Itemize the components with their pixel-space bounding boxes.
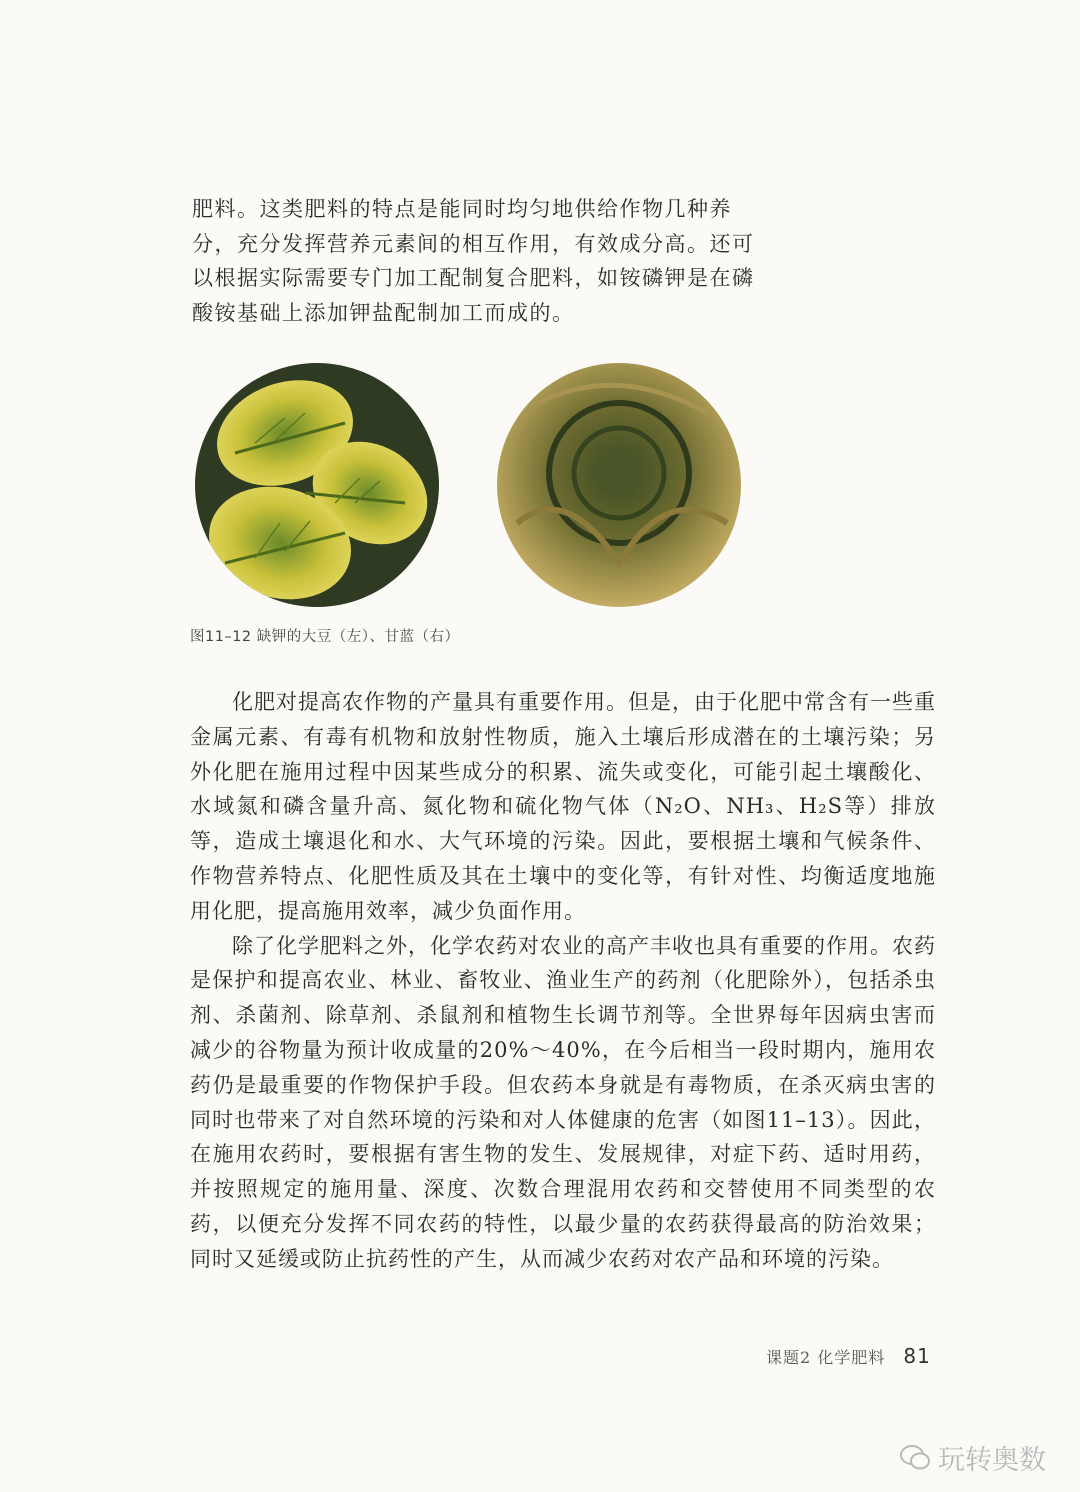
figure-caption: 图11–12 缺钾的大豆（左）、甘蓝（右） — [190, 629, 460, 645]
cabbage-illustration — [497, 363, 741, 607]
paragraph-pesticide: 除了化学肥料之外，化学农药对农业的高产丰收也具有重要的作用。农药是保护和提高农业、林业、畜牧业、渔业生产的药剂（化肥除外），包括杀虫剂、杀菌剂、除草剂、杀鼠剂和植物生长调节剂等。全世界每年因病虫害而减少的谷物量为预计收成量的20%～40%，在今后相当一段时期内，施用农药仍是最重要的作物保护手段。但农药本身就是有毒物质，在杀灭病虫害的同时也带来了对自然环境的污染和对人体健康的危害（如图11–13）。因此，在施用农药时，要根据有害生物的发生、发展规律，对症下药、适时用药，并按照规定的施用量、深度、次数合理混用农药和交替使用不同类型的农药，以便充分发挥不同农药的特性，以最少量的农药获得最高的防治效果；同时又延缓或防止抗药性的产生，从而减少农药对农产品和环境的污染。 — [190, 933, 936, 1271]
intro-paragraph: 肥料。这类肥料的特点是能同时均匀地供给作物几种养分，充分发挥营养元素间的相互作用，有效成分高。还可以根据实际需要专门加工配制复合肥料，如铵磷钾是在磷酸铵基础上添加钾盐配制加工而成的。 — [192, 197, 755, 325]
paragraph-fertilizer: 化肥对提高农作物的产量具有重要作用。但是，由于化肥中常含有一些重金属元素、有毒有机物和放射性物质，施入土壤后形成潜在的土壤污染；另外化肥在施用过程中因某些成分的积累、流失或变化，可能引起土壤酸化、水域氮和磷含量升高、氮化物和硫化物气体（N₂O、NH₃、H₂S等）排放等，造成土壤退化和水、大气环境的污染。因此，要根据土壤和气候条件、作物营养特点、化肥性质及其在土壤中的变化等，有针对性、均衡适度地施用化肥，提高施用效率，减少负面作用。 — [190, 690, 936, 923]
page-number: 81 — [903, 1344, 931, 1368]
cabbage-photo — [497, 363, 741, 607]
watermark — [900, 1438, 1046, 1477]
wechat-icon — [900, 1444, 930, 1472]
footer-chapter: 课题2 化学肥料 — [766, 1348, 886, 1367]
body-text — [190, 685, 936, 1277]
soybean-leaf-illustration — [195, 363, 439, 607]
watermark-text: 玩转奥数 — [938, 1445, 1046, 1476]
soybean-photo — [195, 363, 439, 607]
page-footer — [766, 1344, 931, 1368]
